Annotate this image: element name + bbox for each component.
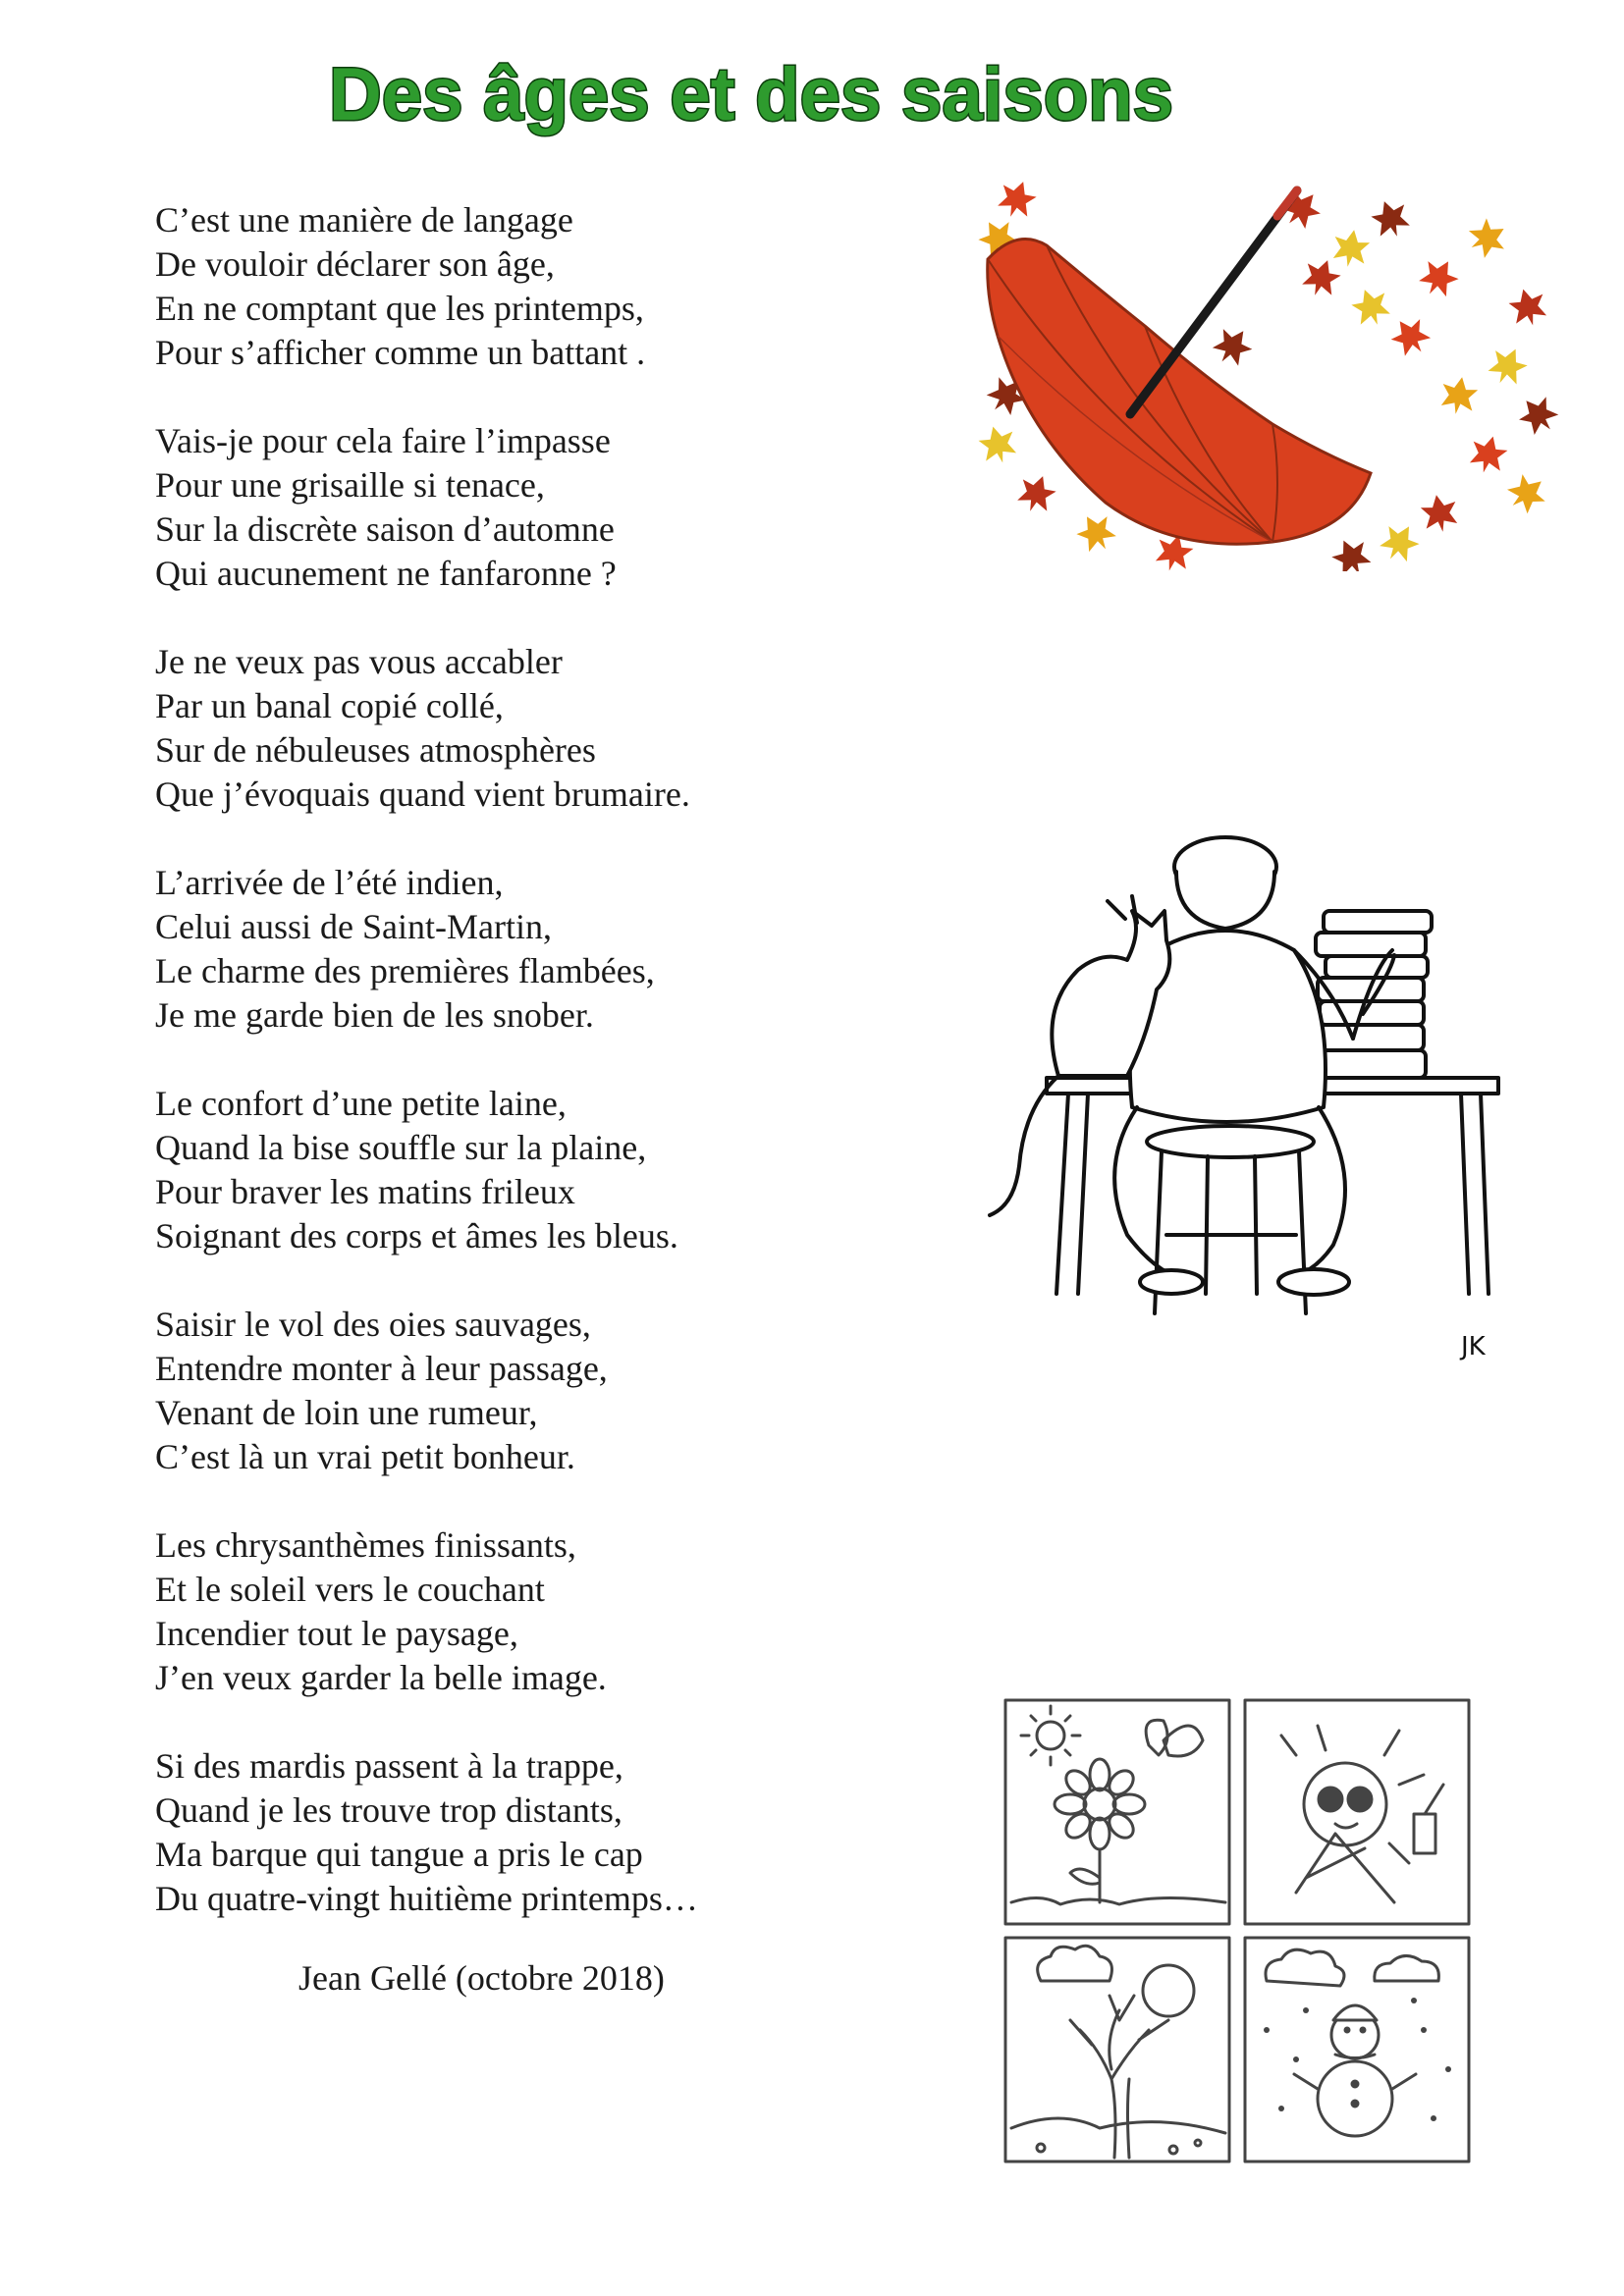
title-wordart xyxy=(329,39,1183,157)
poem-line: Saisir le vol des oies sauvages, xyxy=(155,1305,591,1344)
leaf-icon xyxy=(1463,213,1513,262)
poem-line: Que j’évoquais quand vient brumaire. xyxy=(155,774,690,814)
poem-line: Sur de nébuleuses atmosphères xyxy=(155,730,596,770)
stanza xyxy=(155,640,980,817)
stanza xyxy=(155,1303,980,1479)
poem-line: J’en veux garder la belle image. xyxy=(155,1658,607,1697)
poem-title xyxy=(329,39,1183,157)
leaf-icon xyxy=(1506,285,1550,330)
poem-line: C’est là un vrai petit bonheur. xyxy=(155,1437,575,1476)
poem-line: L’arrivée de l’été indien, xyxy=(155,863,504,902)
stanza xyxy=(155,198,980,375)
umbrella-autumn-leaves-icon xyxy=(978,169,1565,571)
leaf-icon xyxy=(1298,254,1344,301)
poem-line: Qui aucunement ne fanfaronne ? xyxy=(155,554,617,593)
stanza xyxy=(155,419,980,596)
poem-line: Pour une grisaille si tenace, xyxy=(155,465,545,505)
poem-line: Incendier tout le paysage, xyxy=(155,1614,518,1653)
four-seasons-icon xyxy=(1001,1696,1473,2165)
poem-line: Soignant des corps et âmes les bleus. xyxy=(155,1216,678,1255)
writer-monogram: JK xyxy=(1461,1332,1486,1362)
poem-line: Pour braver les matins frileux xyxy=(155,1172,575,1211)
stanza xyxy=(155,1744,980,1921)
old-man-writing-with-cat-icon xyxy=(931,813,1569,1372)
poem-line: Venant de loin une rumeur, xyxy=(155,1393,538,1432)
poem-line: Si des mardis passent à la trappe, xyxy=(155,1746,623,1786)
leaf-icon xyxy=(1438,374,1480,417)
poem-line: Et le soleil vers le couchant xyxy=(155,1570,545,1609)
leaf-icon xyxy=(1013,470,1059,517)
poem-line: Pour s’afficher comme un battant . xyxy=(155,333,646,372)
leaf-icon xyxy=(1466,432,1510,477)
leaf-icon xyxy=(1419,492,1460,535)
leaf-icon xyxy=(1501,468,1552,519)
poem-line: Quand la bise souffle sur la plaine, xyxy=(155,1128,647,1167)
title-text: Des âges et des saisons xyxy=(329,53,1173,136)
poem-line: Entendre monter à leur passage, xyxy=(155,1349,608,1388)
stanza xyxy=(155,1082,980,1258)
leaf-icon xyxy=(1513,390,1564,441)
leaf-icon xyxy=(1375,517,1424,567)
poem-line: Le confort d’une petite laine, xyxy=(155,1084,567,1123)
poem-line: Du quatre-vingt huitième printemps… xyxy=(155,1879,698,1918)
poem-line: Par un banal copié collé, xyxy=(155,686,504,725)
poem-line: Vais-je pour cela faire l’impasse xyxy=(155,421,611,460)
poem-line: En ne comptant que les printemps, xyxy=(155,289,644,328)
leaf-icon xyxy=(1330,227,1372,270)
leaf-icon xyxy=(1327,533,1376,571)
poem-line: Celui aussi de Saint-Martin, xyxy=(155,907,552,946)
poem-line: Je ne veux pas vous accabler xyxy=(155,642,563,681)
stanza xyxy=(155,1523,980,1700)
poem-line: Je me garde bien de les snober. xyxy=(155,995,594,1035)
leaf-icon xyxy=(1071,507,1120,558)
leaf-icon xyxy=(978,422,1020,467)
poem-line: Quand je les trouve trop distants, xyxy=(155,1790,623,1830)
leaf-icon xyxy=(1348,284,1394,331)
poem-line: Sur la discrète saison d’automne xyxy=(155,509,615,549)
poem-line: Le charme des premières flambées, xyxy=(155,951,655,990)
leaf-icon xyxy=(1484,342,1532,391)
leaf-icon xyxy=(994,176,1040,223)
poem-line: C’est une manière de langage xyxy=(155,200,573,240)
leaf-icon xyxy=(1368,195,1414,242)
leaf-icon xyxy=(1208,321,1258,372)
leaf-icon xyxy=(1385,311,1435,362)
poem-body xyxy=(155,198,980,1965)
poem-line: De vouloir déclarer son âge, xyxy=(155,244,555,284)
leaf-icon xyxy=(1414,252,1463,302)
poem-line: Les chrysanthèmes finissants, xyxy=(155,1525,576,1565)
stanza xyxy=(155,861,980,1038)
signature: Jean Gellé (octobre 2018) xyxy=(298,1958,665,1998)
poem-line: Ma barque qui tangue a pris le cap xyxy=(155,1835,643,1874)
